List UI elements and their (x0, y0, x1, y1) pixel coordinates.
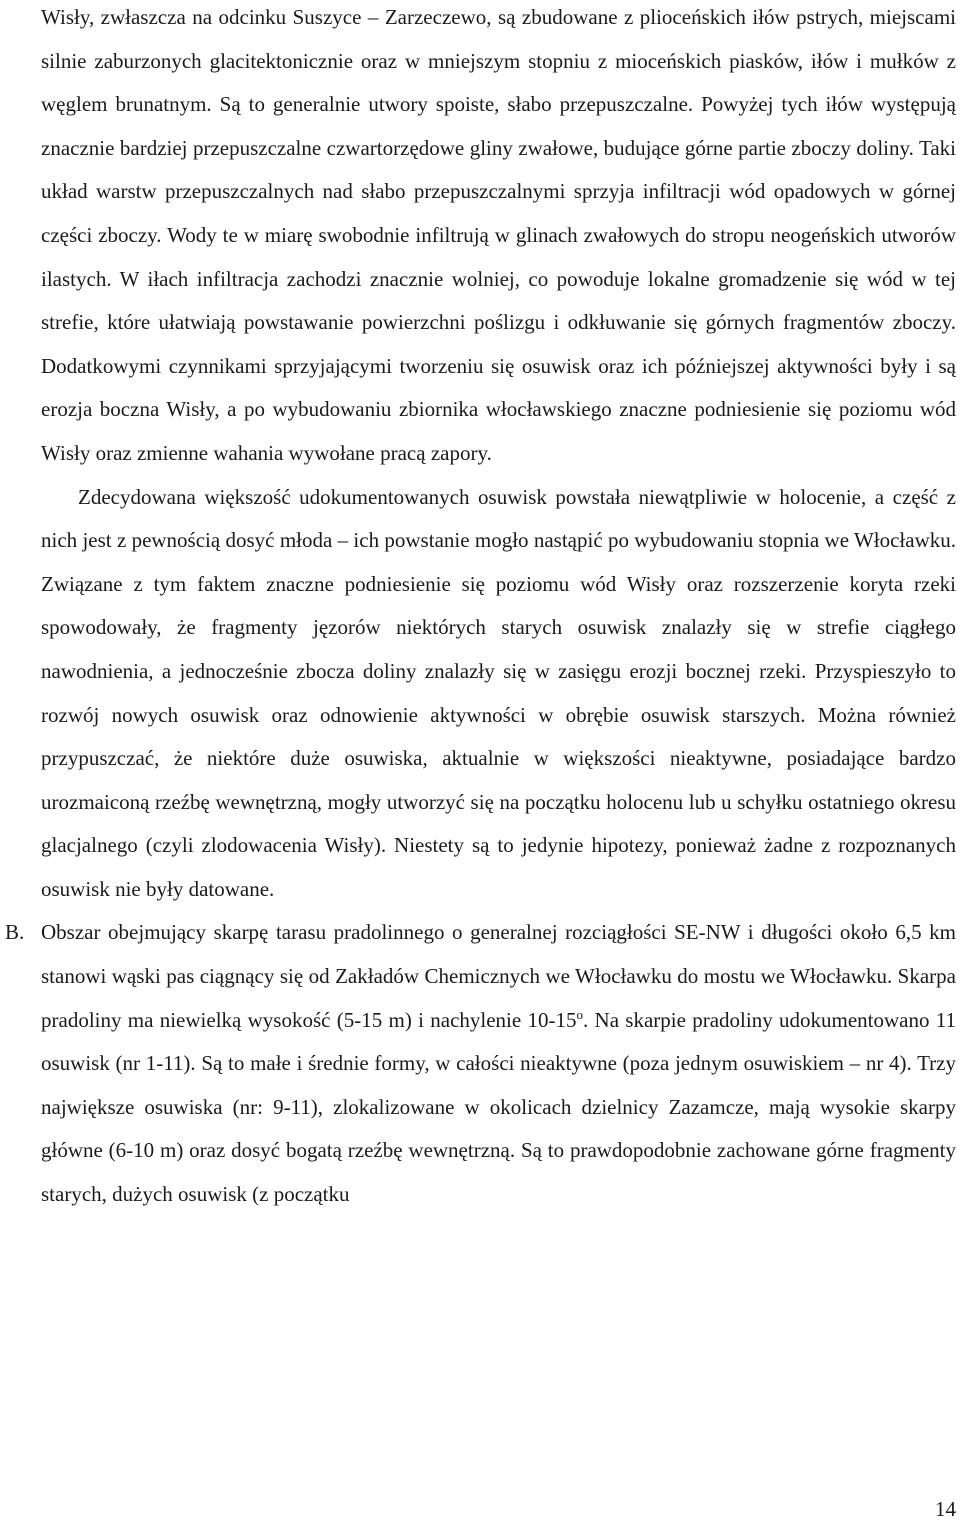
list-item-b (5, 911, 956, 1216)
list-marker-b: B. (5, 920, 25, 945)
paragraph-landslide-age: Zdecydowana większość udokumentowanych osuwisk powstała niewątpliwie w holocenie, a część z nich jest z pewnością dosyć młoda – ich powstanie mogło nastąpić po wybudowaniu stopnia we Włocławku. Związane z tym faktem znaczne podniesienie się poziomu wód Wisły oraz rozszerzenie koryta rzeki spowodowały, że fragmenty jęzorów niektórych starych osuwisk znalazły się w strefie ciągłego nawodnienia, a jednocześnie zbocza doliny znalazły się w zasięgu erozji bocznej rzeki. Przyspieszyło to rozwój nowych osuwisk oraz odnowienie aktywności w obrębie osuwisk starszych. Można również przypuszczać, że niektóre duże osuwiska, aktualnie w większości nieaktywne, posiadające bardzo urozmaiconą rzeźbę wewnętrzną, mogły utworzyć się na początku holocenu lub u schyłku ostatniego okresu glacjalnego (czyli zlodowacenia Wisły). Niestety są to jedynie hipotezy, ponieważ żadne z rozpoznanych osuwisk nie były datowane. (41, 484, 956, 901)
page-number: 14 (935, 1497, 956, 1521)
paragraph-landslide-geology: Wisły, zwłaszcza na odcinku Suszyce – Zarzeczewo, są zbudowane z plioceńskich iłów pstrych, miejscami silnie zaburzonych glacitektonicznie oraz w mniejszym stopniu z mioceńskich piasków, iłów i mułków z węglem brunatnym. Są to generalnie utwory spoiste, słabo przepuszczalne. Powyżej tych iłów występują znacznie bardziej przepuszczalne czwartorzędowe gliny zwałowe, budujące górne partie zboczy doliny. Taki układ warstw przepuszczalnych nad słabo przepuszczalnymi sprzyja infiltracji wód opadowych w górnej części zboczy. Wody te w miarę swobodnie infiltrują w glinach zwałowych do stropu neogeńskich utworów ilastych. W iłach infiltracja zachodzi znacznie wolniej, co powoduje lokalne gromadzenie się wód w tej strefie, które ułatwiają powstawanie powierzchni poślizgu i odkłuwanie się górnych fragmentów zboczy. Dodatkowymi czynnikami sprzyjającymi tworzeniu się osuwisk oraz ich późniejszej aktywności były i są erozja boczna Wisły, a po wybudowaniu zbiornika włocławskiego znaczne podniesienie się poziomu wód Wisły oraz zmienne wahania wywołane pracą zapory. (41, 5, 956, 465)
degree-superscript: o (576, 1006, 583, 1022)
list-item-b-text-start: Obszar obejmujący skarpę tarasu pradolinnego o generalnej rozciągłości SE-NW i długości około 6,5 km stanowi wąski pas ciągnący się od Zakładów Chemicznych we Włocławku do mostu we Włocławku. Skarpa pradoliny ma niewielką wysokość (5-15 m) i nachylenie 10-15 (41, 920, 956, 1032)
list-item-b-text-end: . Na skarpie pradoliny udokumentowano 11 osuwisk (nr 1-11). Są to małe i średnie formy, w całości nieaktywne (poza jednym osuwiskiem – nr 4). Trzy największe osuwiska (nr: 9-11), zlokalizowane w okolicach dzielnicy Zazamcze, mają wysokie skarpy główne (6-10 m) oraz dosyć bogatą rzeźbę wewnętrzną. Są to prawdopodobnie zachowane górne fragmenty starych, dużych osuwisk (z początku (41, 1007, 956, 1207)
document-page (5, 0, 956, 1521)
